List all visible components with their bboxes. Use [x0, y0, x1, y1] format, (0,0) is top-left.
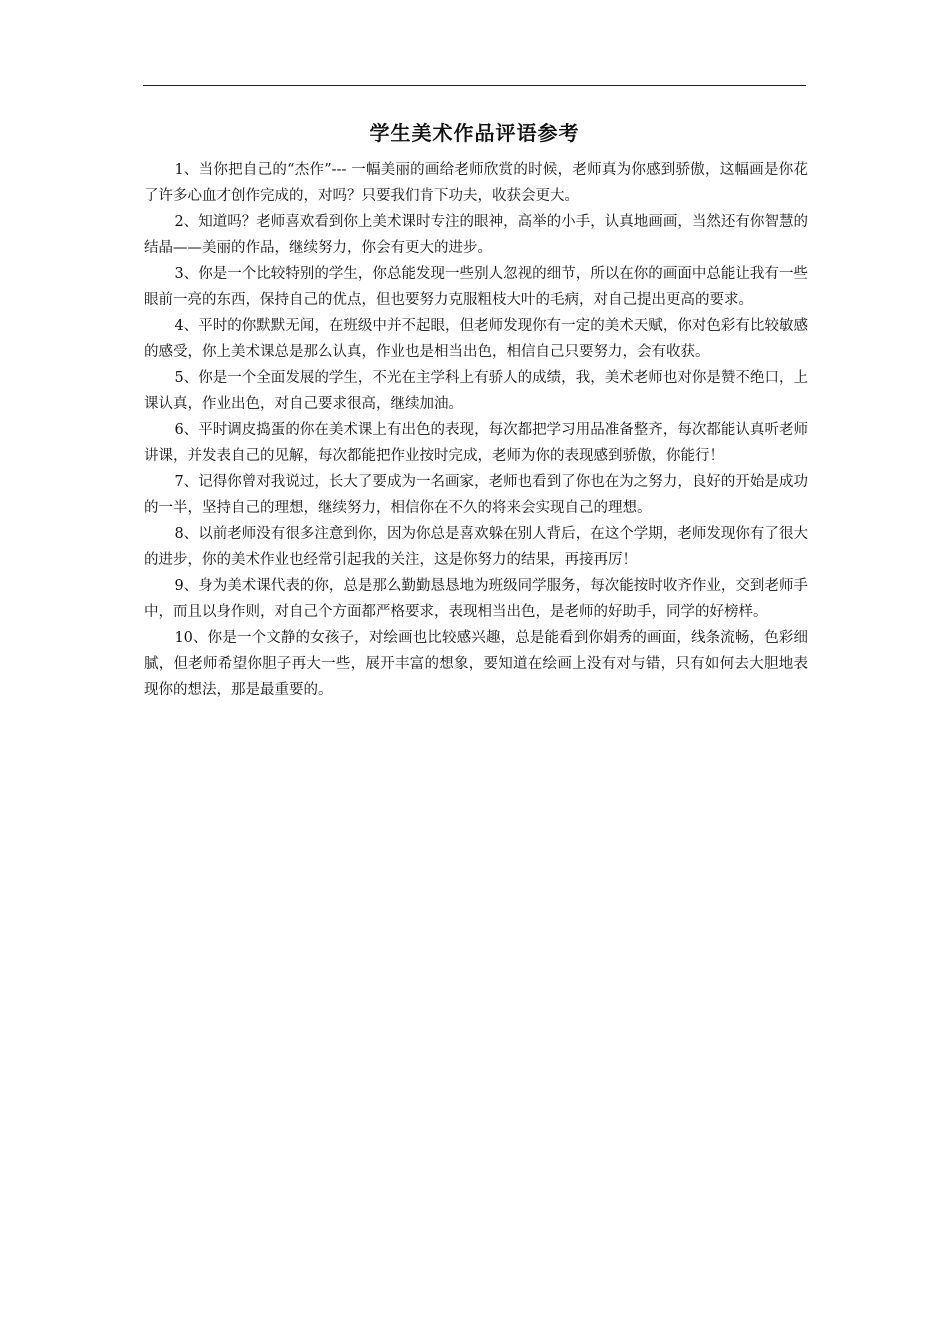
- comment-paragraph-6: 6、平时调皮捣蛋的你在美术课上有出色的表现，每次都把学习用品准备整齐，每次都能认真听老师讲课，并发表自己的见解，每次都能把作业按时完成，老师为你的表现感到骄傲，你能行！: [144, 422, 808, 464]
- document-body: [144, 157, 808, 703]
- comment-paragraph-7: 7、记得你曾对我说过，长大了要成为一名画家，老师也看到了你也在为之努力，良好的开始是成功的一半，坚持自己的理想，继续努力，相信你在不久的将来会实现自己的理想。: [144, 474, 808, 516]
- comment-paragraph-2: 2、知道吗？老师喜欢看到你上美术课时专注的眼神，高举的小手，认真地画画，当然还有你智慧的结晶——美丽的作品，继续努力，你会有更大的进步。: [144, 214, 808, 256]
- comment-paragraph-1: 1、当你把自己的“杰作”--- 一幅美丽的画给老师欣赏的时候，老师真为你感到骄傲，这幅画是你花了许多心血才创作完成的，对吗？只要我们肯下功夫，收获会更大。: [144, 162, 808, 204]
- comment-paragraph-10: 10、你是一个文静的女孩子，对绘画也比较感兴趣，总是能看到你娟秀的画面，线条流畅，色彩细腻，但老师希望你胆子再大一些，展开丰富的想象，要知道在绘画上没有对与错，只有如何去大胆地表现你的想法，那是最重要的。: [144, 630, 808, 698]
- comment-paragraph-8: 8、以前老师没有很多注意到你，因为你总是喜欢躲在别人背后，在这个学期，老师发现你有了很大的进步，你的美术作业也经常引起我的关注，这是你努力的结果，再接再厉！: [144, 526, 808, 568]
- comment-paragraph-9: 9、身为美术课代表的你，总是那么勤勤恳恳地为班级同学服务，每次能按时收齐作业，交到老师手中，而且以身作则，对自己个方面都严格要求，表现相当出色，是老师的好助手，同学的好榜样。: [144, 578, 808, 620]
- header-rule: [143, 85, 806, 86]
- document-title: 学生美术作品评语参考: [369, 121, 580, 145]
- comment-paragraph-4: 4、平时的你默默无闻，在班级中并不起眼，但老师发现你有一定的美术天赋，你对色彩有比较敏感的感受，你上美术课总是那么认真，作业也是相当出色，相信自己只要努力，会有收获。: [144, 318, 808, 360]
- comment-paragraph-5: 5、你是一个全面发展的学生，不光在主学科上有骄人的成绩，我，美术老师也对你是赞不绝口，上课认真，作业出色，对自己要求很高，继续加油。: [144, 370, 808, 412]
- comment-paragraph-3: 3、你是一个比较特别的学生，你总能发现一些别人忽视的细节，所以在你的画面中总能让我有一些眼前一亮的东西，保持自己的优点，但也要努力克服粗枝大叶的毛病，对自己提出更高的要求。: [144, 266, 808, 308]
